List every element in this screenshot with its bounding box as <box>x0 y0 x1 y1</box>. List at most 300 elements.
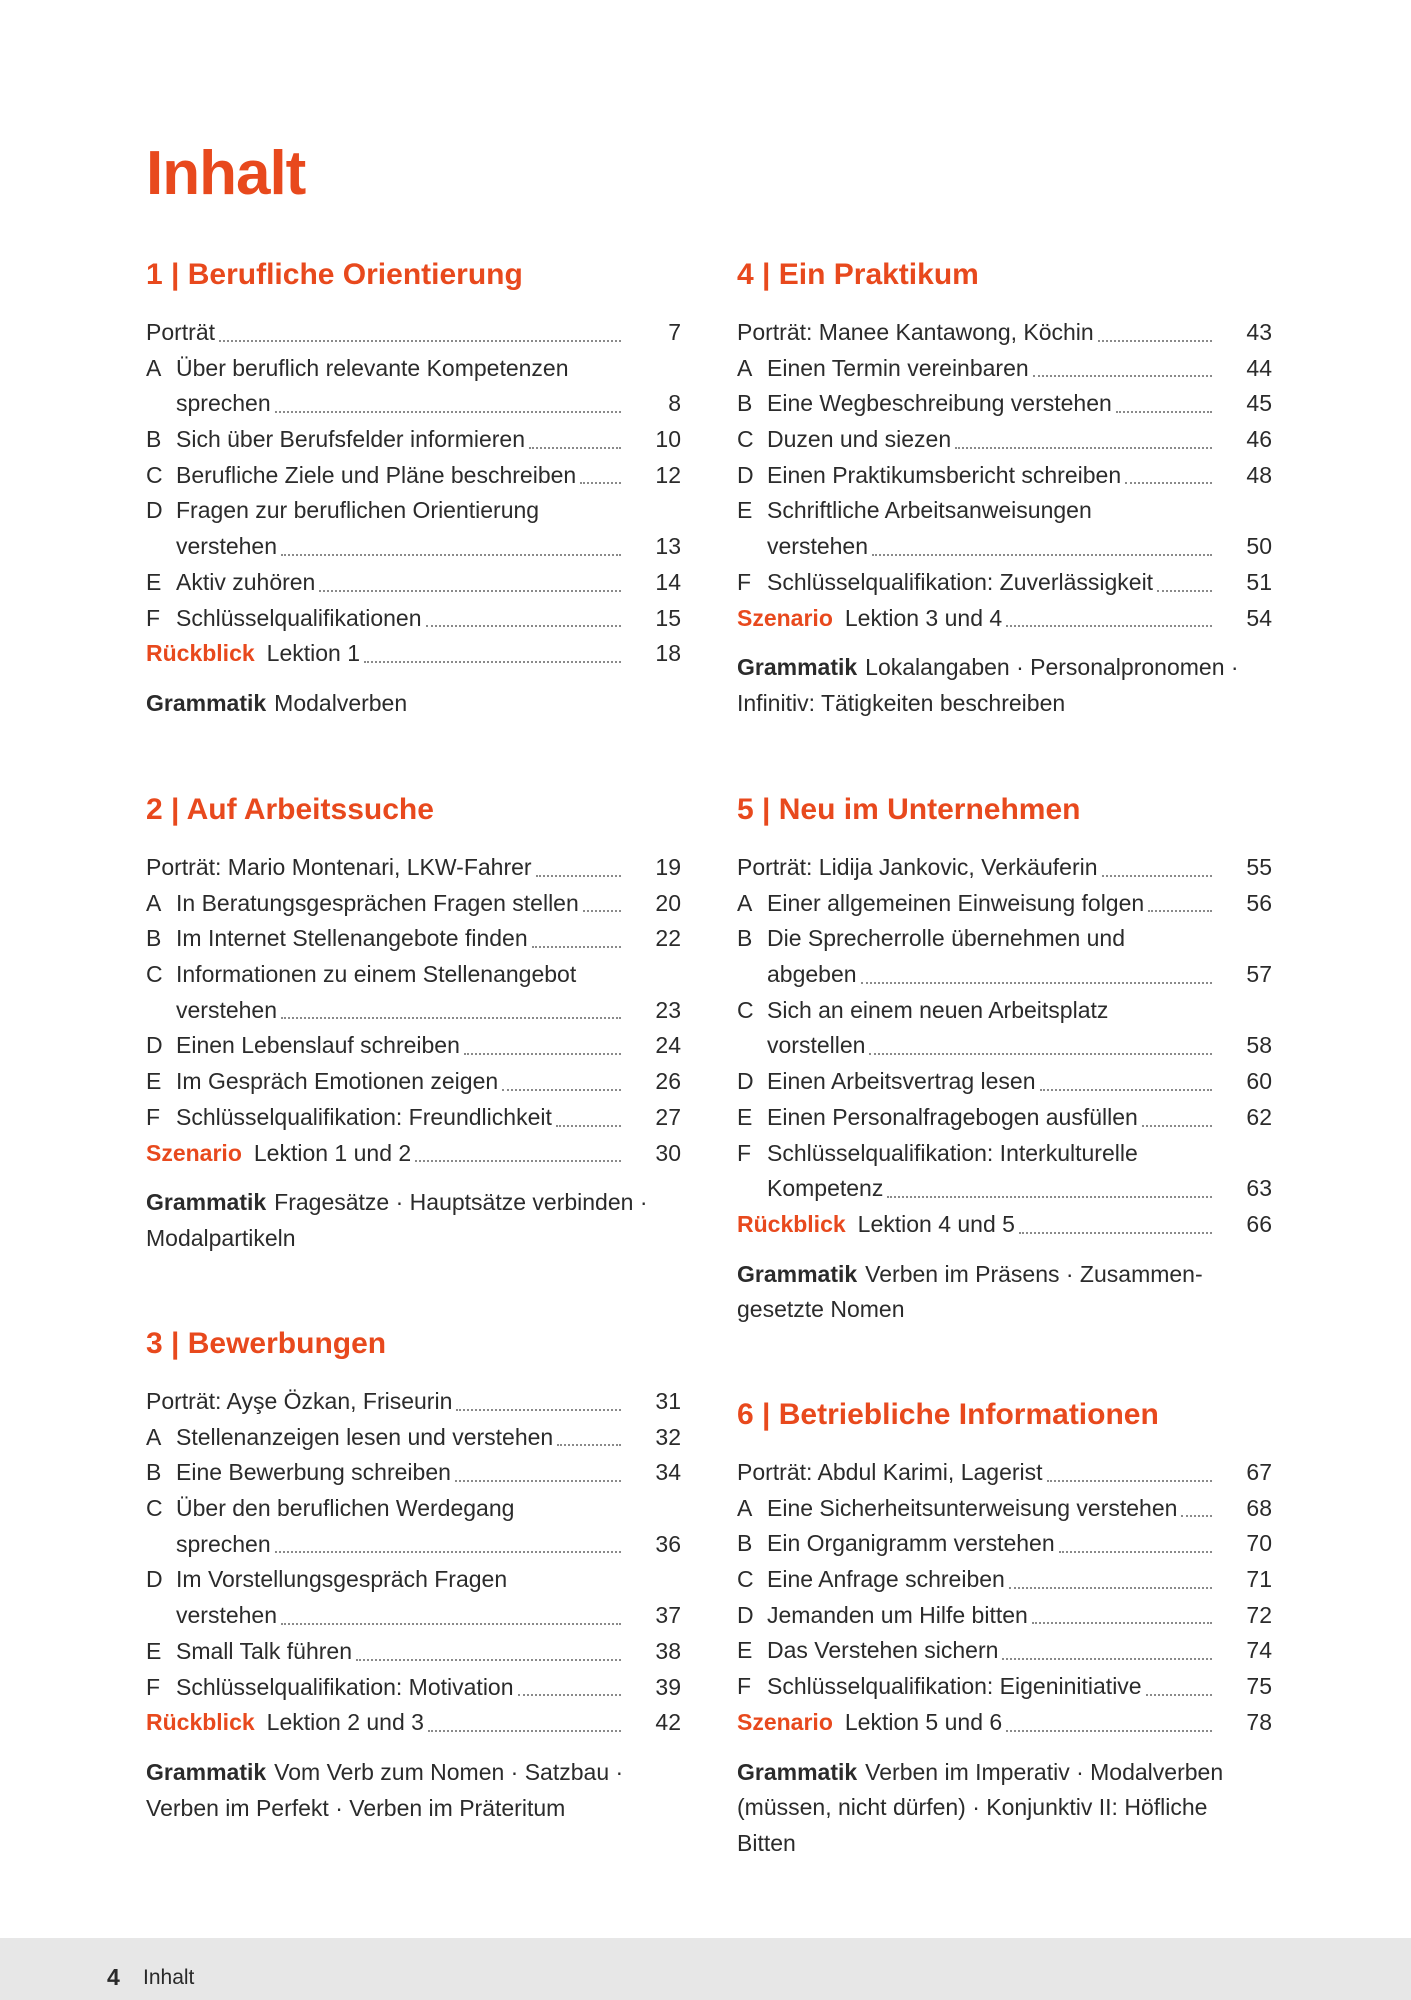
toc-entry-text: Porträt: Lidija Jankovic, Verkäuferin <box>737 854 1098 880</box>
dot-leader <box>529 447 621 449</box>
toc-entry-text: Porträt: Abdul Karimi, Lagerist <box>737 1459 1043 1485</box>
toc-entry[interactable] <box>146 315 681 351</box>
toc-entry[interactable] <box>737 1491 1272 1527</box>
toc-entry[interactable] <box>146 1634 681 1670</box>
toc-entry-text-group <box>176 993 277 1029</box>
page-number: 70 <box>1246 1530 1272 1557</box>
toc-entry-text: Schlüsselqualifikation: Interkulturelle <box>767 1139 1138 1166</box>
toc-entry[interactable] <box>737 458 1272 494</box>
toc-entry-text-group <box>146 422 525 458</box>
dot-leader <box>536 875 621 877</box>
toc-entry-text-group <box>146 1064 498 1100</box>
toc-entry-text: Duzen und siezen <box>767 426 952 453</box>
page-number: 62 <box>1246 1103 1272 1130</box>
toc-entry-text: Eine Anfrage schreiben <box>767 1566 1005 1593</box>
page-number: 19 <box>655 854 681 880</box>
toc-entry-text: Stellenanzeigen lesen und verstehen <box>176 1423 554 1450</box>
toc-entry[interactable] <box>737 1028 1272 1064</box>
toc-entry <box>737 493 1272 529</box>
section-letter: D <box>146 497 163 524</box>
page-number: 26 <box>655 1068 681 1095</box>
toc-entry-text-group <box>146 351 569 387</box>
dot-leader <box>1040 1089 1212 1091</box>
toc-entry-text: Im Vorstellungsgespräch Fragen <box>176 1566 508 1593</box>
dot-leader <box>464 1053 621 1055</box>
grammar-topics: Fragesätze · Hauptsätze verbinden · Modalpartikeln <box>146 1189 648 1251</box>
toc-entry[interactable] <box>737 1598 1272 1634</box>
dot-leader <box>275 1551 621 1553</box>
dot-leader <box>869 1053 1212 1055</box>
chapter-title[interactable]: 3 | Bewerbungen <box>146 1327 387 1360</box>
toc-entry-text: Porträt: Manee Kantawong, Köchin <box>737 319 1094 345</box>
page-number: 43 <box>1246 319 1272 345</box>
dot-leader <box>557 1444 621 1446</box>
grammar-label: Grammatik <box>146 1758 267 1785</box>
toc-entry-text: Schlüsselqualifikation: Eigeninitiative <box>767 1673 1142 1700</box>
toc-entry-text-group <box>146 1420 553 1456</box>
page-number: 18 <box>655 640 681 667</box>
section-letter: F <box>737 568 752 595</box>
review-label: Rückblick <box>146 1709 255 1736</box>
grammar-summary <box>737 1755 1272 1862</box>
toc-entry-text-group <box>146 886 579 922</box>
page-number: 46 <box>1246 426 1272 453</box>
dot-leader <box>1181 1515 1212 1517</box>
grammar-summary <box>146 686 681 722</box>
toc-entry[interactable] <box>146 1384 681 1420</box>
toc-entry <box>146 1562 681 1598</box>
toc-entry-text-group <box>737 1669 1142 1705</box>
page-number: 32 <box>655 1423 681 1450</box>
review-label: Szenario <box>737 1708 833 1735</box>
review-label: Szenario <box>737 604 833 631</box>
toc-entry-text: Schriftliche Arbeitsanweisungen <box>767 497 1092 524</box>
toc-entry-text: verstehen <box>767 533 869 560</box>
toc-entry-text-group <box>767 1028 865 1064</box>
page-number: 34 <box>655 1459 681 1486</box>
section-letter: E <box>146 1637 162 1664</box>
page-number: 45 <box>1246 390 1272 417</box>
toc-entry-text-group <box>737 993 1108 1029</box>
page-number: 38 <box>655 1637 681 1664</box>
page-number: 68 <box>1246 1494 1272 1521</box>
dot-leader <box>426 625 621 627</box>
page-number: 56 <box>1246 889 1272 916</box>
toc-entry-text: Eine Bewerbung schreiben <box>176 1459 451 1486</box>
toc-entry-text: Lektion 3 und 4 <box>844 604 1003 631</box>
toc-entry[interactable] <box>737 1705 1272 1741</box>
section-letter: D <box>146 1566 163 1593</box>
chapter-title[interactable]: 5 | Neu im Unternehmen <box>737 793 1081 826</box>
page-number: 23 <box>655 996 681 1023</box>
toc-entry-text: Im Internet Stellenangebote finden <box>176 925 528 952</box>
section-letter: A <box>737 889 753 916</box>
section-letter: B <box>146 426 162 453</box>
toc-entry[interactable] <box>146 993 681 1029</box>
page-number: 22 <box>655 925 681 952</box>
dot-leader <box>319 590 621 592</box>
chapter-title[interactable]: 6 | Betriebliche Informationen <box>737 1398 1159 1431</box>
page-number: 42 <box>655 1709 681 1736</box>
page-number: 78 <box>1246 1708 1272 1735</box>
dot-leader <box>1006 1730 1212 1732</box>
toc-entry-text: Jemanden um Hilfe bitten <box>767 1601 1028 1628</box>
toc-entry[interactable] <box>146 1598 681 1634</box>
grammar-summary <box>146 1185 681 1256</box>
toc-entry[interactable] <box>146 886 681 922</box>
toc-entry-text: Die Sprecherrolle übernehmen und <box>767 925 1125 952</box>
toc-entry-text-group <box>146 1100 552 1136</box>
dot-leader <box>1148 910 1212 912</box>
grammar-label: Grammatik <box>737 1758 858 1785</box>
toc-entry-text-group <box>146 1670 514 1706</box>
toc-entry-text: verstehen <box>176 1602 278 1629</box>
section-letter: E <box>737 1637 753 1664</box>
page-number: 13 <box>655 533 681 560</box>
section-letter: F <box>146 1103 161 1130</box>
review-label: Rückblick <box>146 640 255 667</box>
toc-entry-text: Aktiv zuhören <box>176 568 316 595</box>
toc-entry-text-group <box>737 1598 1028 1634</box>
toc-entry-text-group <box>737 1705 1002 1741</box>
section-letter: B <box>737 390 753 417</box>
toc-entry[interactable] <box>737 601 1272 637</box>
toc-entry-text-group <box>176 1598 277 1634</box>
toc-entry-text: verstehen <box>176 533 278 560</box>
page-number: 14 <box>655 568 681 595</box>
toc-entry-text-group <box>737 601 1002 637</box>
toc-entry-text-group <box>146 1562 507 1598</box>
toc-entry-text: Kompetenz <box>767 1175 884 1202</box>
toc-entry[interactable] <box>737 1633 1272 1669</box>
dot-leader <box>1116 411 1212 413</box>
grammar-summary <box>737 650 1272 721</box>
toc-entry[interactable] <box>737 315 1272 351</box>
grammar-summary <box>737 1257 1272 1328</box>
dot-leader <box>356 1659 621 1661</box>
toc-entry-text-group <box>176 529 277 565</box>
section-letter: A <box>737 1494 753 1521</box>
toc-entry-text-group <box>146 1028 460 1064</box>
page-title: Inhalt <box>146 139 306 208</box>
chapter-4 <box>737 255 1272 722</box>
chapter-title[interactable]: 2 | Auf Arbeitssuche <box>146 793 434 826</box>
section-letter: F <box>737 1673 752 1700</box>
dot-leader <box>428 1730 621 1732</box>
dot-leader <box>281 554 621 556</box>
chapter-entries <box>146 1384 681 1741</box>
toc-entry-text-group <box>737 1455 1043 1491</box>
section-letter: F <box>146 604 161 631</box>
review-label: Szenario <box>146 1139 242 1166</box>
chapter-1 <box>146 255 681 722</box>
toc-entry-text-group <box>146 1491 514 1527</box>
section-letter: B <box>737 925 753 952</box>
section-letter: B <box>146 925 162 952</box>
page-number: 55 <box>1246 854 1272 880</box>
grammar-label: Grammatik <box>146 689 267 716</box>
page-number: 10 <box>655 426 681 453</box>
toc-entry-text-group <box>737 351 1029 387</box>
dot-leader <box>1002 1658 1212 1660</box>
toc-entry[interactable] <box>737 1455 1272 1491</box>
toc-entry-text: sprechen <box>176 390 271 417</box>
chapter-title[interactable]: 4 | Ein Praktikum <box>737 258 979 291</box>
page-number: 63 <box>1246 1175 1272 1202</box>
toc-entry[interactable] <box>146 1455 681 1491</box>
page-number: 30 <box>655 1139 681 1166</box>
toc-entry[interactable] <box>737 1562 1272 1598</box>
toc-entry-text: Schlüsselqualifikation: Motivation <box>176 1673 514 1700</box>
page-number: 15 <box>655 604 681 631</box>
toc-entry[interactable] <box>737 1100 1272 1136</box>
dot-leader <box>887 1196 1212 1198</box>
toc-entry-text: Über beruflich relevante Kompetenzen <box>176 354 569 381</box>
toc-entry-text-group <box>737 1064 1036 1100</box>
toc-entry <box>146 957 681 993</box>
toc-entry[interactable] <box>146 1420 681 1456</box>
toc-entry-text-group <box>146 458 576 494</box>
section-letter: E <box>146 1068 162 1095</box>
toc-entry-text: Ein Organigramm verstehen <box>767 1530 1055 1557</box>
section-letter: A <box>146 354 162 381</box>
dot-leader <box>456 1409 621 1411</box>
toc-entry-text: Porträt: Ayşe Özkan, Friseurin <box>146 1388 453 1414</box>
dot-leader <box>861 982 1212 984</box>
toc-entry-text: Lektion 1 <box>266 640 361 667</box>
section-letter: B <box>737 1530 753 1557</box>
page-number: 31 <box>655 1388 681 1414</box>
page-number: 67 <box>1246 1459 1272 1485</box>
toc-entry[interactable] <box>146 386 681 422</box>
toc-entry[interactable] <box>737 386 1272 422</box>
dot-leader <box>1032 1622 1212 1624</box>
toc-entry-text: verstehen <box>176 996 278 1023</box>
toc-entry-text-group <box>737 1207 1015 1243</box>
toc-entry-text: Einen Praktikumsbericht schreiben <box>767 461 1122 488</box>
toc-entry-text-group <box>146 636 360 672</box>
toc-entry-text-group <box>737 1136 1138 1172</box>
toc-entry[interactable] <box>146 529 681 565</box>
toc-entry-text: Lektion 1 und 2 <box>253 1139 412 1166</box>
dot-leader <box>580 482 621 484</box>
review-label: Rückblick <box>737 1210 846 1237</box>
toc-entry <box>737 921 1272 957</box>
toc-entry[interactable] <box>146 1705 681 1741</box>
dot-leader <box>275 411 621 413</box>
toc-entry-text: Schlüsselqualifikation: Zuverlässigkeit <box>767 568 1154 595</box>
grammar-label: Grammatik <box>737 654 858 681</box>
page-number: 36 <box>655 1530 681 1557</box>
page-number: 57 <box>1246 961 1272 988</box>
toc-entry[interactable] <box>737 529 1272 565</box>
page-number: 66 <box>1246 1210 1272 1237</box>
section-letter: D <box>737 1068 754 1095</box>
dot-leader <box>1146 1694 1212 1696</box>
toc-entry-text: Einen Personalfragebogen ausfüllen <box>767 1103 1138 1130</box>
dot-leader <box>556 1125 621 1127</box>
page-number: 58 <box>1246 1032 1272 1059</box>
chapter-title[interactable]: 1 | Berufliche Orientierung <box>146 258 523 291</box>
toc-entry[interactable] <box>146 636 681 672</box>
toc-entry-text: Porträt <box>146 319 216 345</box>
dot-leader <box>955 447 1212 449</box>
toc-entry-text: Sich an einem neuen Arbeitsplatz <box>767 996 1109 1023</box>
section-letter: C <box>146 961 163 988</box>
dot-leader <box>1059 1551 1212 1553</box>
toc-entry-text-group <box>737 1526 1055 1562</box>
page-number: 74 <box>1246 1637 1272 1664</box>
toc-entry <box>146 1491 681 1527</box>
toc-entry-text-group <box>737 1633 998 1669</box>
toc-entry-text: Einen Termin vereinbaren <box>767 354 1029 381</box>
section-letter: E <box>146 568 162 595</box>
toc-entry[interactable] <box>146 1670 681 1706</box>
grammar-summary <box>146 1755 681 1826</box>
chapter-6 <box>737 1395 1272 1862</box>
toc-entry[interactable] <box>146 601 681 637</box>
toc-entry-text-group <box>737 386 1112 422</box>
dot-leader <box>1047 1480 1212 1482</box>
toc-entry-text-group <box>767 529 868 565</box>
grammar-label: Grammatik <box>146 1189 267 1216</box>
dot-leader <box>532 946 621 948</box>
dot-leader <box>1033 375 1212 377</box>
toc-entry-text-group <box>146 921 528 957</box>
section-letter: F <box>146 1673 161 1700</box>
toc-entry[interactable] <box>146 1136 681 1172</box>
section-letter: D <box>737 461 754 488</box>
toc-entry-text-group <box>146 1455 451 1491</box>
toc-entry-text-group <box>146 957 576 993</box>
toc-entry[interactable] <box>146 1064 681 1100</box>
grammar-topics: Verben im Imperativ · Modalverben (müssen, nicht dürfen) · Konjunktiv II: Höfliche Bitten <box>737 1758 1224 1856</box>
section-letter: F <box>737 1139 752 1166</box>
chapter-entries <box>146 850 681 1171</box>
page-number: 48 <box>1246 461 1272 488</box>
dot-leader <box>583 910 621 912</box>
toc-entry <box>737 993 1272 1029</box>
page-number: 7 <box>668 319 681 345</box>
toc-entry[interactable] <box>737 1669 1272 1705</box>
page-number: 75 <box>1246 1673 1272 1700</box>
toc-entry[interactable] <box>737 1064 1272 1100</box>
grammar-topics: Lokalangaben · Personalpronomen · Infinitiv: Tätigkeiten beschreiben <box>737 654 1239 716</box>
toc-entry[interactable] <box>146 565 681 601</box>
section-letter: A <box>146 889 162 916</box>
dot-leader <box>1125 482 1212 484</box>
toc-entry-text: sprechen <box>176 1530 271 1557</box>
chapter-3 <box>146 1324 681 1826</box>
toc-entry-text-group <box>737 921 1125 957</box>
dot-leader <box>1009 1587 1212 1589</box>
toc-entry-text: Sich über Berufsfelder informieren <box>176 426 525 453</box>
toc-entry[interactable] <box>146 1527 681 1563</box>
toc-entry[interactable] <box>737 422 1272 458</box>
footer-bar <box>0 1938 1411 2000</box>
toc-entry[interactable] <box>737 351 1272 387</box>
page-number: 27 <box>655 1103 681 1130</box>
toc-entry[interactable] <box>146 850 681 886</box>
toc-entry-text-group <box>737 565 1153 601</box>
grammar-topics: Modalverben <box>274 689 408 716</box>
toc-entry-text-group <box>737 493 1092 529</box>
toc-entry[interactable] <box>737 1171 1272 1207</box>
toc-entry-text: Small Talk führen <box>176 1637 352 1664</box>
grammar-topics: Vom Verb zum Nomen · Satzbau · Verben im Perfekt · Verben im Präteritum <box>146 1758 624 1821</box>
dot-leader <box>455 1480 621 1482</box>
toc-entry[interactable] <box>737 1207 1272 1243</box>
toc-entry-text: Einen Lebenslauf schreiben <box>176 1032 460 1059</box>
toc-entry-text-group <box>146 1384 452 1420</box>
section-letter: C <box>146 461 163 488</box>
toc-entry-text-group <box>737 1562 1005 1598</box>
chapter-entries <box>737 315 1272 636</box>
toc-entry-text-group <box>176 386 271 422</box>
page-number: 44 <box>1246 354 1272 381</box>
toc-entry[interactable] <box>737 850 1272 886</box>
toc-entry-text-group <box>146 1705 424 1741</box>
dot-leader <box>1019 1232 1212 1234</box>
toc-entry-text-group <box>146 315 215 351</box>
dot-leader <box>1102 875 1212 877</box>
section-letter: C <box>737 426 754 453</box>
toc-entry <box>146 493 681 529</box>
toc-entry[interactable] <box>146 921 681 957</box>
dot-leader <box>415 1160 621 1162</box>
dot-leader <box>518 1694 621 1696</box>
toc-entry-text: Einen Arbeitsvertrag lesen <box>767 1068 1036 1095</box>
section-letter: D <box>737 1601 754 1628</box>
toc-entry[interactable] <box>146 458 681 494</box>
toc-entry-text-group <box>737 1100 1138 1136</box>
toc-entry-text: Einer allgemeinen Einweisung folgen <box>767 889 1145 916</box>
toc-entry[interactable] <box>146 1028 681 1064</box>
section-letter: C <box>146 1495 163 1522</box>
chapter-entries <box>146 315 681 672</box>
toc-entry-text: Lektion 5 und 6 <box>844 1708 1003 1735</box>
toc-entry-text-group <box>737 458 1121 494</box>
chapter-entries <box>737 1455 1272 1741</box>
toc-entry[interactable] <box>737 1526 1272 1562</box>
section-letter: C <box>737 1566 754 1593</box>
dot-leader <box>281 1623 621 1625</box>
toc-entry-text: Über den beruflichen Werdegang <box>176 1495 515 1522</box>
dot-leader <box>219 340 621 342</box>
toc-entry[interactable] <box>146 1100 681 1136</box>
page-number: 60 <box>1246 1068 1272 1095</box>
footer-label: Inhalt <box>143 1966 195 1989</box>
toc-entry[interactable] <box>146 422 681 458</box>
toc-entry[interactable] <box>737 565 1272 601</box>
toc-entry-text: Im Gespräch Emotionen zeigen <box>176 1068 499 1095</box>
toc-entry-text-group <box>737 315 1094 351</box>
dot-leader <box>502 1089 621 1091</box>
toc-entry-text: In Beratungsgesprächen Fragen stellen <box>176 889 579 916</box>
toc-entry-text: Porträt: Mario Montenari, LKW-Fahrer <box>146 854 532 880</box>
page-number: 37 <box>655 1602 681 1629</box>
toc-entry-text-group <box>737 422 951 458</box>
section-letter: E <box>737 1103 753 1130</box>
toc-entry-text: Informationen zu einem Stellenangebot <box>176 961 577 988</box>
toc-entry[interactable] <box>737 957 1272 993</box>
page-number: 8 <box>668 390 681 417</box>
toc-entry-text: vorstellen <box>767 1032 866 1059</box>
toc-entry[interactable] <box>737 886 1272 922</box>
toc-entry-text-group <box>737 850 1098 886</box>
section-letter: D <box>146 1032 163 1059</box>
section-letter: E <box>737 497 753 524</box>
